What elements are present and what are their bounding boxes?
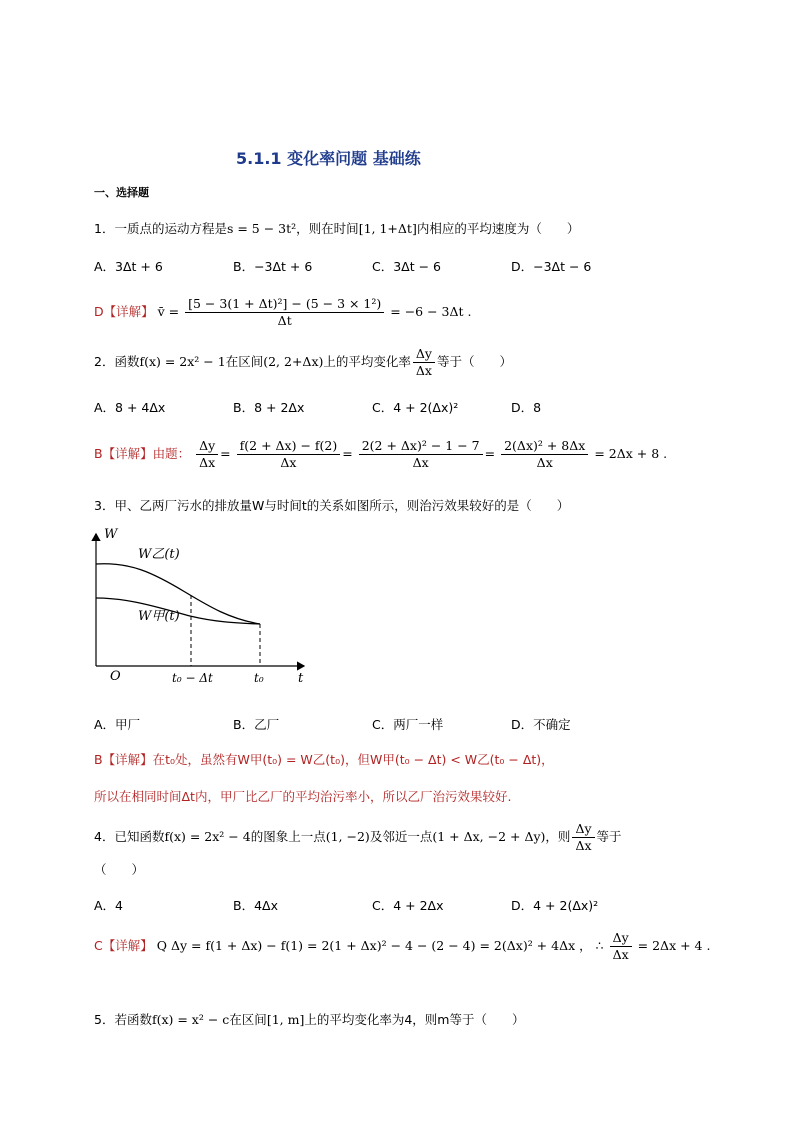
q3-stem: 3．甲、乙两厂污水的排放量W与时间t的关系如图所示，则治污效果较好的是（ ） xyxy=(94,498,570,513)
q3-solution-line2: 所以在相同时间Δt内，甲厂比乙厂的平均治污率小，所以乙厂治污效果较好. xyxy=(94,789,512,804)
q4-option-c: C．4 + 2Δx xyxy=(372,898,444,913)
label-w-yi: W乙(t) xyxy=(138,547,180,562)
q2-option-a: A．8 + 4Δx xyxy=(94,400,166,415)
q4-option-a: A．4 xyxy=(94,898,124,913)
q1-stem: 1．一质点的运动方程是s = 5 − 3t²，则在时间[1, 1+Δt]内相应的平均速度为（ ） xyxy=(94,221,580,236)
axis-label-w: W xyxy=(104,527,118,542)
q1-option-a: A．3Δt + 6 xyxy=(94,259,163,274)
q3-option-d: D．不确定 xyxy=(511,717,571,732)
origin-label: O xyxy=(110,669,121,684)
q1-option-b: B．−3Δt + 6 xyxy=(233,259,313,274)
axis-label-t: t xyxy=(298,671,304,686)
q3-graph xyxy=(90,522,320,694)
q2-option-c: C．4 + 2(Δx)² xyxy=(372,400,459,415)
q4-stem-paren: （ ） xyxy=(94,862,145,877)
q3-option-b: B．乙厂 xyxy=(233,717,280,732)
q2-stem: 2．函数f(x) = 2x² − 1在区间(2, 2+Δx)上的平均变化率 $\frac{\Delta y}{\Delta x}$ 等于（ ） xyxy=(94,346,512,378)
q3-option-a: A．甲厂 xyxy=(94,717,141,732)
q3-option-c: C．两厂一样 xyxy=(372,717,444,732)
q4-solution: C【详解】 Q Δy = f(1 + Δx) − f(1) = 2(1 + Δx)² − 4 − (2 − 4) = 2(Δx)² + 4Δx ， ∴ $\frac{\Delta y}{\Delta x}$ = 2Δx + 4 . xyxy=(94,930,711,962)
q4-option-d: D．4 + 2(Δx)² xyxy=(511,898,599,913)
q1-option-d: D．−3Δt − 6 xyxy=(511,259,592,274)
section-heading: 一、选择题 xyxy=(94,186,149,199)
q2-option-b: B．8 + 2Δx xyxy=(233,400,305,415)
q1-solution: D【详解】 v̄ = $\frac{\text{[5 − 3(1 + Δt)²] − (5 − 3 × 1²)}}{\Delta t}$ = −6 − 3Δt . xyxy=(94,296,472,328)
q4-option-b: B．4Δx xyxy=(233,898,278,913)
label-w-jia: W甲(t) xyxy=(138,609,180,624)
page-title: 5.1.1 变化率问题 基础练 xyxy=(236,149,421,168)
q5-stem: 5．若函数f(x) = x² − c在区间[1, m]上的平均变化率为4，则m等于（ ） xyxy=(94,1012,525,1027)
q4-stem: 4．已知函数f(x) = 2x² − 4的图象上一点(1, −2)及邻近一点(1 + Δx, −2 + Δy)，则 $\frac{\Delta y}{\Delta x}$ 等于 xyxy=(94,821,622,853)
q3-solution-line1: B【详解】在t₀处，虽然有W甲(t₀) = W乙(t₀)，但W甲(t₀ − Δt) < W乙(t₀ − Δt)， xyxy=(94,752,554,767)
q1-option-c: C．3Δt − 6 xyxy=(372,259,442,274)
tick-label-t0: t₀ xyxy=(254,671,264,685)
tick-label-t0-minus-dt: t₀ − Δt xyxy=(172,671,213,685)
q2-option-d: D．8 xyxy=(511,400,542,415)
q2-solution: B【详解】由题： $\frac{\Delta y}{\Delta x}$ = $\frac{f(2 + \Delta x) - f(2)}{\Delta x}$ = $\frac{\text{2(2 + Δx)² − 1 − 7}}{\Delta x}$ = $\frac{\text{2(Δx)² + 8Δx}}{\Delta x}$ = 2Δx + 8 . xyxy=(94,438,668,470)
